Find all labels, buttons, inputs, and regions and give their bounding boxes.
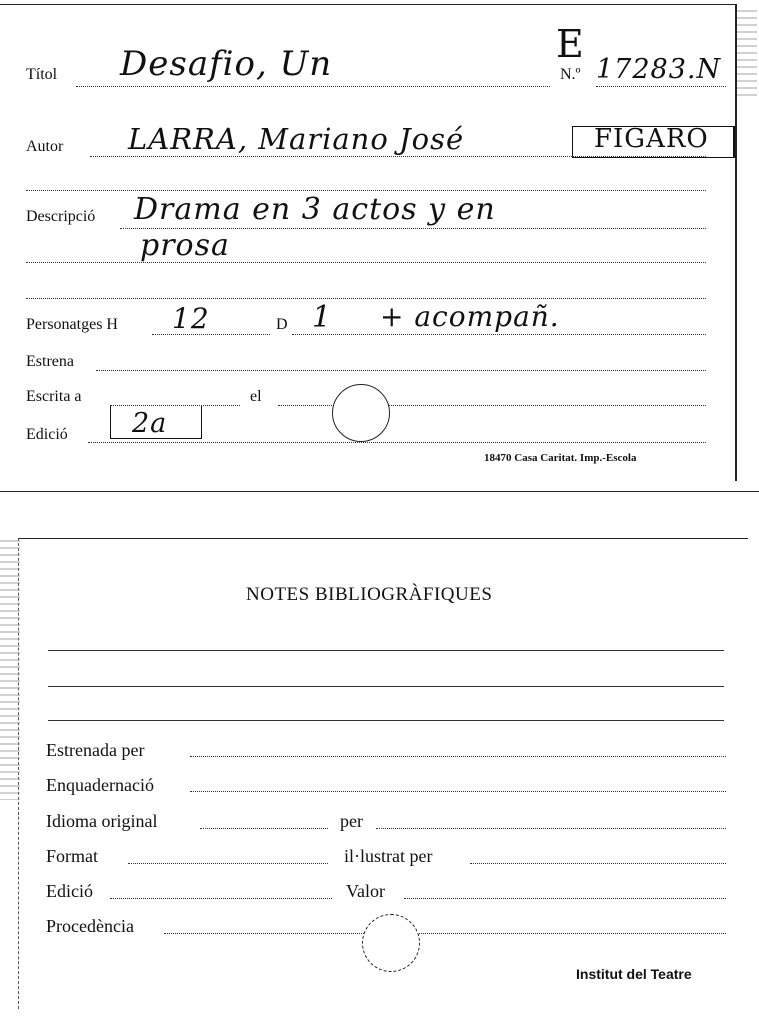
author-value: LARRA, Mariano José	[128, 122, 465, 156]
descripcio-line-2	[26, 262, 706, 263]
card-separator	[0, 491, 759, 492]
label-edicio-2: Edició	[46, 881, 93, 901]
scan-edge-noise-left	[0, 540, 20, 800]
blank-line-1	[26, 190, 706, 191]
idioma-line	[200, 828, 328, 829]
characters-extra: + acompañ.	[380, 300, 560, 333]
label-per: per	[340, 811, 363, 831]
notes-line-2	[48, 686, 724, 687]
label-idioma: Idioma original	[46, 811, 158, 831]
personatges-d-line	[292, 334, 706, 335]
label-d: D	[276, 316, 288, 333]
label-edicio: Edició	[26, 426, 68, 443]
label-titol: Títol	[26, 66, 58, 83]
edition-value: 2a	[132, 408, 168, 439]
notes-line-1	[48, 650, 724, 651]
label-estrenada: Estrenada per	[46, 740, 145, 760]
label-format: Format	[46, 846, 98, 866]
printer-imprint: 18470 Casa Caritat. Imp.-Escola	[484, 452, 637, 464]
label-autor: Autor	[26, 138, 64, 155]
label-el: el	[250, 388, 262, 405]
label-number: N.º	[560, 66, 581, 83]
label-personatges: Personatges H	[26, 316, 118, 333]
description-line-1: Drama en 3 actos y en	[134, 192, 496, 227]
label-estrena: Estrena	[26, 353, 74, 370]
label-descripcio: Descripció	[26, 208, 96, 225]
punch-hole	[332, 384, 390, 442]
format-line	[128, 863, 328, 864]
titol-line	[76, 86, 550, 87]
characters-h-value: 12	[172, 302, 210, 335]
blank-line-2	[26, 298, 706, 299]
estrenada-line	[190, 756, 726, 757]
label-procedencia: Procedència	[46, 916, 134, 936]
il-lustrat-line	[470, 863, 726, 864]
edicio2-line	[110, 898, 332, 899]
label-il-lustrat: il·lustrat per	[344, 846, 433, 866]
notes-line-3	[48, 720, 724, 721]
institution-name: Institut del Teatre	[576, 966, 692, 982]
per-line	[376, 828, 726, 829]
label-enquadernacio: Enquadernació	[46, 775, 154, 795]
description-line-2: prosa	[140, 228, 230, 263]
estrena-line	[96, 370, 706, 371]
personatges-h-line	[152, 334, 270, 335]
number-line	[596, 86, 726, 87]
edicio-line	[88, 442, 706, 443]
notes-heading: NOTES BIBLIOGRÀFIQUES	[246, 584, 493, 605]
collection-mark: E	[556, 22, 585, 66]
scan-edge-noise	[737, 10, 757, 100]
title-value: Desafio, Un	[120, 44, 333, 84]
procedencia-line	[164, 933, 726, 934]
label-escrita: Escrita a	[26, 388, 82, 405]
enquadernacio-line	[190, 791, 726, 792]
punch-hole-back	[362, 914, 420, 972]
label-valor: Valor	[346, 881, 385, 901]
pseudonym-value: FIGARO	[594, 124, 709, 154]
valor-line	[404, 898, 726, 899]
register-number: 17283.N	[596, 54, 722, 85]
characters-d-value: 1	[312, 300, 333, 335]
